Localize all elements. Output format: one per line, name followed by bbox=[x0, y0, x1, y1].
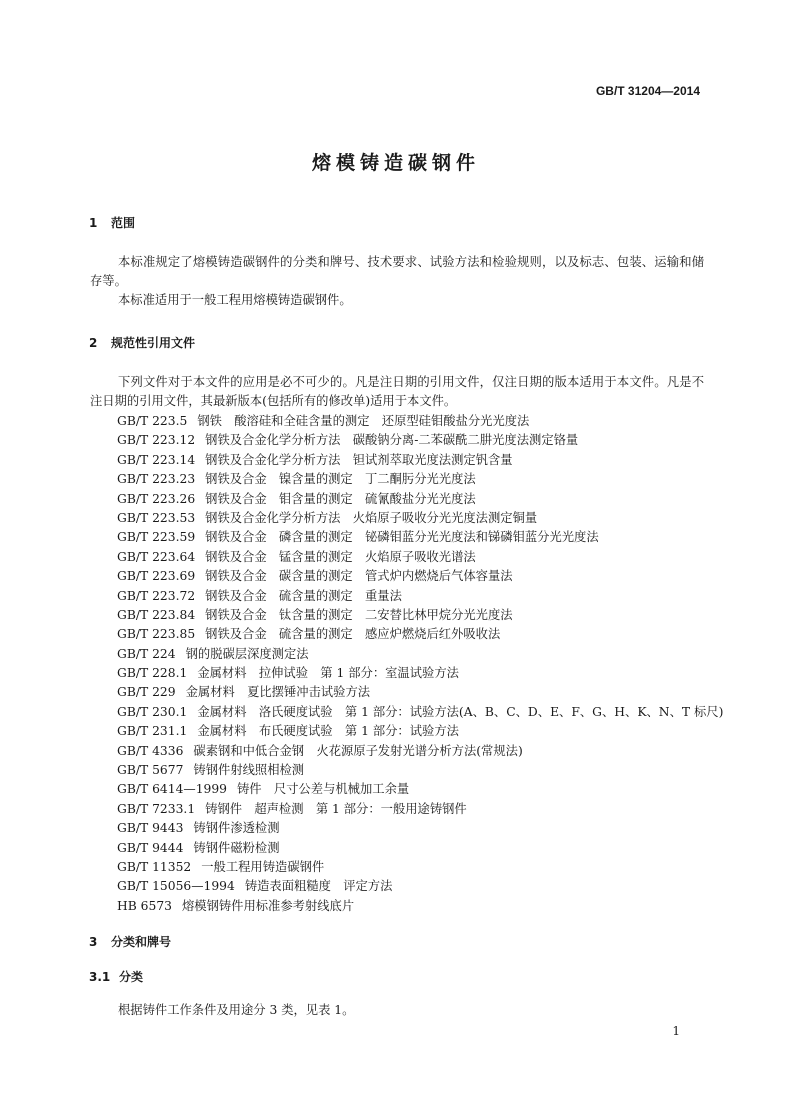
reference-item bbox=[117, 606, 723, 625]
reference-title: 铸钢件 超声检测 第 1 部分：一般用途铸钢件 bbox=[205, 801, 467, 816]
reference-title: 铸钢件磁粉检测 bbox=[193, 840, 280, 855]
document-title: 熔模铸造碳钢件 bbox=[311, 152, 480, 174]
reference-code: GB/T 9444 bbox=[117, 840, 184, 855]
reference-item bbox=[117, 897, 723, 916]
reference-item bbox=[117, 664, 723, 683]
reference-item bbox=[117, 470, 723, 489]
reference-title: 钢铁及合金化学分析方法 火焰原子吸收分光光度法测定铜量 bbox=[205, 510, 538, 525]
reference-title: 金属材料 布氏硬度试验 第 1 部分：试验方法 bbox=[197, 724, 459, 739]
reference-code: GB/T 223.5 bbox=[117, 414, 188, 428]
reference-code: GB/T 11352 bbox=[117, 859, 192, 874]
reference-title: 碳素钢和中低合金钢 火花源原子发射光谱分析方法(常规法) bbox=[193, 743, 523, 758]
reference-code: GB/T 223.12 bbox=[117, 433, 196, 448]
section-number: 3 bbox=[89, 935, 98, 949]
reference-item bbox=[117, 490, 723, 509]
reference-item bbox=[117, 509, 723, 528]
reference-title: 钢的脱碳层深度测定法 bbox=[185, 646, 309, 661]
reference-code: GB/T 9443 bbox=[117, 821, 184, 836]
section-number: 2 bbox=[89, 336, 98, 350]
reference-item bbox=[117, 839, 723, 858]
reference-code: GB/T 15056—1994 bbox=[117, 879, 235, 894]
reference-code: GB/T 230.1 bbox=[117, 704, 188, 719]
page-number: 1 bbox=[672, 1024, 680, 1038]
section-title: 规范性引用文件 bbox=[111, 336, 196, 350]
reference-code: GB/T 223.59 bbox=[117, 530, 196, 545]
reference-code: GB/T 4336 bbox=[117, 743, 184, 758]
reference-code: GB/T 7233.1 bbox=[117, 801, 196, 816]
section-number: 3.1 bbox=[89, 970, 111, 984]
reference-code: GB/T 223.84 bbox=[117, 607, 196, 622]
standard-code: GB/T 31204—2014 bbox=[595, 84, 700, 98]
reference-title: 铸钢件射线照相检测 bbox=[193, 763, 305, 778]
reference-code: GB/T 223.14 bbox=[117, 452, 196, 467]
reference-item bbox=[117, 587, 723, 606]
reference-code: GB/T 224 bbox=[117, 646, 176, 661]
reference-title: 金属材料 洛氏硬度试验 第 1 部分：试验方法(A、B、C、D、E、F、G、H、K、N、T 标尺) bbox=[197, 704, 724, 719]
reference-item bbox=[117, 819, 723, 838]
reference-title: 钢铁 酸溶硅和全硅含量的测定 还原型硅钼酸盐分光光度法 bbox=[197, 414, 530, 428]
reference-title: 金属材料 夏比摆锤冲击试验方法 bbox=[185, 685, 371, 700]
reference-item bbox=[117, 780, 723, 799]
section-3-1-heading bbox=[89, 968, 143, 985]
scope-paragraph-2: 本标准适用于一般工程用熔模铸造碳钢件。 bbox=[118, 293, 352, 307]
reference-item bbox=[117, 567, 723, 586]
reference-item bbox=[117, 528, 723, 547]
section-1-heading bbox=[89, 214, 135, 231]
references-intro: 下列文件对于本文件的应用是必不可少的。凡是注日期的引用文件，仅注日期的版本适用于本文件。凡是不注日期的引用文件，其最新版本(包括所有的修改单)适用于本文件。 bbox=[90, 375, 704, 408]
scope-paragraph-1: 本标准规定了熔模铸造碳钢件的分类和牌号、技术要求、试验方法和检验规则，以及标志、包装、运输和储存等。 bbox=[90, 255, 704, 288]
reference-title: 钢铁及合金 磷含量的测定 铋磷钼蓝分光光度法和锑磷钼蓝分光光度法 bbox=[205, 530, 599, 545]
reference-item bbox=[117, 451, 723, 470]
reference-list bbox=[117, 412, 723, 916]
reference-code: GB/T 223.23 bbox=[117, 472, 196, 487]
reference-code: GB/T 5677 bbox=[117, 763, 184, 778]
reference-code: GB/T 223.53 bbox=[117, 510, 196, 525]
reference-title: 钢铁及合金 钛含量的测定 二安替比林甲烷分光光度法 bbox=[205, 607, 513, 622]
reference-title: 铸钢件渗透检测 bbox=[193, 821, 280, 836]
reference-code: GB/T 223.64 bbox=[117, 549, 196, 564]
reference-title: 钢铁及合金 硫含量的测定 重量法 bbox=[205, 588, 402, 603]
reference-code: GB/T 223.69 bbox=[117, 569, 196, 584]
reference-item bbox=[117, 703, 723, 722]
section-3-heading bbox=[89, 933, 171, 950]
reference-item bbox=[117, 761, 723, 780]
classification-paragraph: 根据铸件工作条件及用途分 3 类，见表 1。 bbox=[118, 1003, 355, 1017]
reference-title: 钢铁及合金 锰含量的测定 火焰原子吸收光谱法 bbox=[205, 549, 476, 564]
reference-code: GB/T 229 bbox=[117, 685, 176, 700]
reference-code: GB/T 223.85 bbox=[117, 627, 196, 642]
reference-title: 钢铁及合金 钼含量的测定 硫氰酸盐分光光度法 bbox=[205, 491, 476, 506]
reference-item bbox=[117, 683, 723, 702]
reference-item bbox=[117, 412, 723, 431]
reference-item bbox=[117, 548, 723, 567]
reference-title: 钢铁及合金 碳含量的测定 管式炉内燃烧后气体容量法 bbox=[205, 569, 513, 584]
reference-title: 熔模钢铸件用标准参考射线底片 bbox=[181, 898, 355, 913]
section-title: 分类和牌号 bbox=[111, 935, 172, 949]
reference-code: GB/T 223.72 bbox=[117, 588, 196, 603]
reference-item bbox=[117, 800, 723, 819]
reference-title: 钢铁及合金 镍含量的测定 丁二酮肟分光光度法 bbox=[205, 472, 476, 487]
reference-title: 铸件 尺寸公差与机械加工余量 bbox=[237, 782, 410, 797]
reference-item bbox=[117, 722, 723, 741]
reference-item bbox=[117, 625, 723, 644]
reference-title: 钢铁及合金化学分析方法 钽试剂萃取光度法测定钒含量 bbox=[205, 452, 513, 467]
reference-title: 一般工程用铸造碳钢件 bbox=[201, 859, 325, 874]
reference-item bbox=[117, 877, 723, 896]
section-number: 1 bbox=[89, 216, 98, 230]
reference-code: GB/T 6414—1999 bbox=[117, 782, 227, 797]
reference-title: 铸造表面粗糙度 评定方法 bbox=[244, 879, 393, 894]
reference-title: 钢铁及合金 硫含量的测定 感应炉燃烧后红外吸收法 bbox=[205, 627, 501, 642]
reference-code: GB/T 228.1 bbox=[117, 666, 188, 681]
reference-code: HB 6573 bbox=[117, 898, 172, 913]
reference-item bbox=[117, 742, 723, 761]
reference-item bbox=[117, 431, 723, 450]
section-2-heading bbox=[89, 334, 195, 351]
reference-title: 钢铁及合金化学分析方法 碳酸钠分离-二苯碳酰二肼光度法测定铬量 bbox=[205, 433, 579, 448]
section-title: 分类 bbox=[119, 970, 144, 984]
reference-item bbox=[117, 645, 723, 664]
reference-code: GB/T 231.1 bbox=[117, 724, 188, 739]
reference-title: 金属材料 拉伸试验 第 1 部分：室温试验方法 bbox=[197, 666, 459, 681]
reference-code: GB/T 223.26 bbox=[117, 491, 196, 506]
reference-item bbox=[117, 858, 723, 877]
section-title: 范围 bbox=[111, 216, 136, 230]
